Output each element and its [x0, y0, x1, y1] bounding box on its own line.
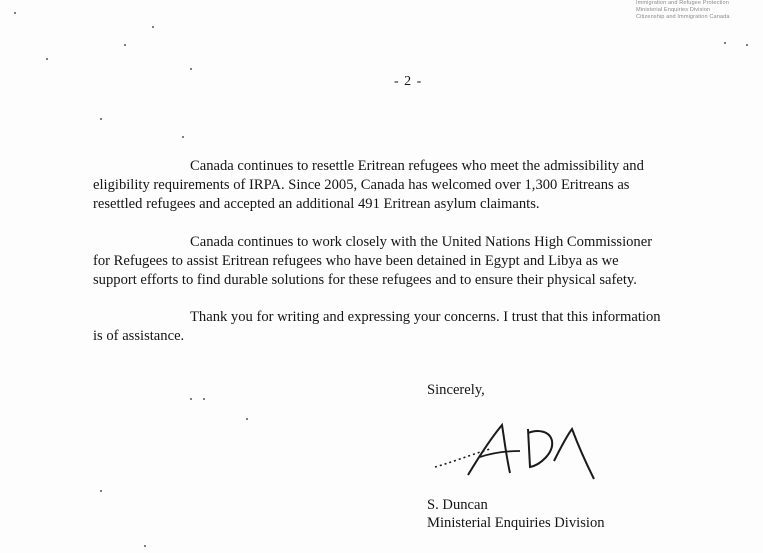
scan-speck	[124, 44, 126, 46]
scan-speck	[182, 136, 184, 138]
closing-salutation: Sincerely,	[427, 382, 485, 398]
paragraph-line: eligibility requirements of IRPA. Since 2005, Canada has welcomed over 1,300 Eritreans as	[93, 177, 630, 193]
scan-speck	[746, 44, 748, 46]
paragraph-line: is of assistance.	[93, 328, 185, 344]
scan-speck	[100, 490, 102, 492]
scan-speck	[144, 545, 146, 547]
paragraph-line: for Refugees to assist Eritrean refugees who have been detained in Egypt and Libya as we	[93, 253, 619, 269]
paragraph-unhcr	[93, 233, 733, 290]
stamp-line: Immigration and Refugee Protection	[636, 0, 729, 6]
scan-speck	[14, 12, 16, 14]
paragraph-thanks	[93, 308, 733, 346]
scan-speck	[203, 398, 205, 400]
paragraph-resettlement	[93, 157, 733, 214]
stamp-line: Citizenship and Immigration Canada	[636, 14, 730, 20]
paragraph-line: support efforts to find durable solutions for these refugees and to ensure their physical safety.	[93, 272, 637, 288]
header-stamp	[636, 0, 760, 21]
scan-speck	[152, 26, 154, 28]
scan-speck	[190, 68, 192, 70]
stamp-line: Ministerial Enquiries Division	[636, 7, 711, 13]
paragraph-line: resettled refugees and accepted an additional 491 Eritrean asylum claimants.	[93, 196, 540, 212]
signer-title: Ministerial Enquiries Division	[427, 515, 605, 531]
scan-speck	[46, 58, 48, 60]
scan-speck	[246, 418, 248, 420]
paragraph-line: Canada continues to work closely with the United Nations High Commissioner	[190, 234, 653, 250]
handwritten-signature	[430, 415, 610, 487]
page-number: - 2 -	[394, 74, 423, 89]
paragraph-line: Thank you for writing and expressing your concerns. I trust that this information	[190, 309, 661, 325]
signer-name: S. Duncan	[427, 497, 488, 513]
scan-speck	[724, 42, 726, 44]
scan-speck	[190, 398, 192, 400]
paragraph-line: Canada continues to resettle Eritrean refugees who meet the admissibility and	[190, 158, 644, 174]
scan-speck	[100, 118, 102, 120]
